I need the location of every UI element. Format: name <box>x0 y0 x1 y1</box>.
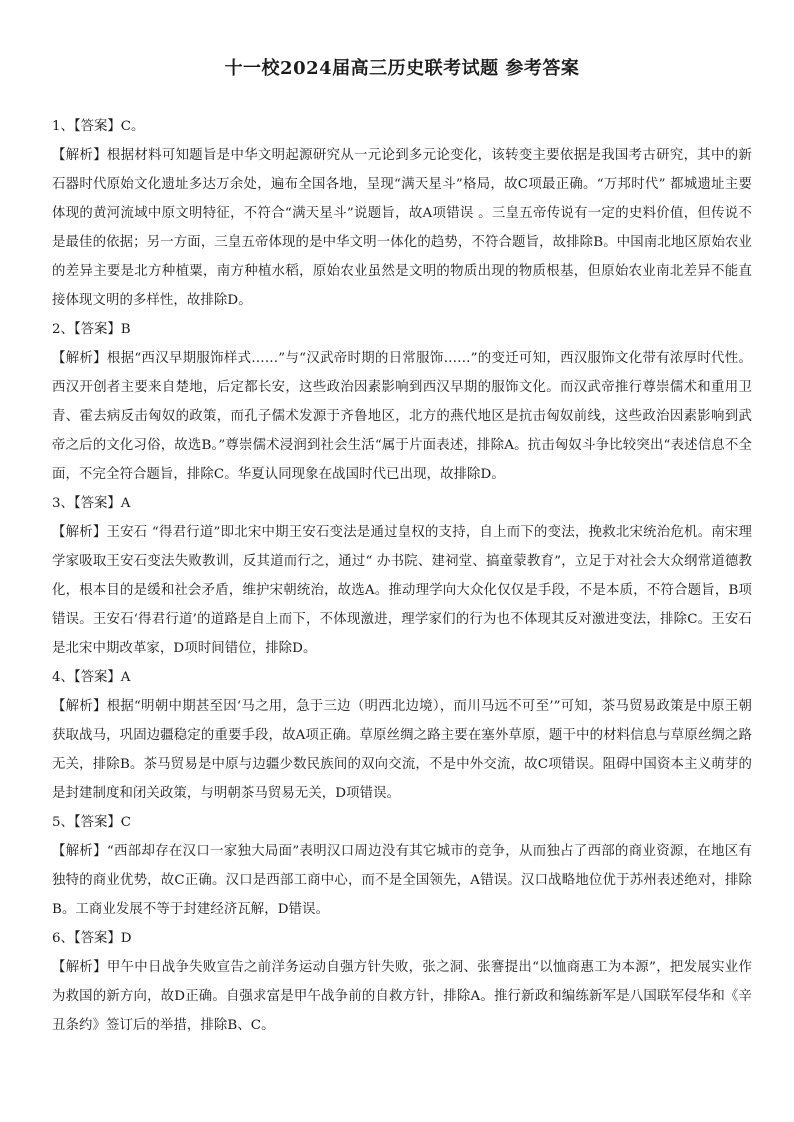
question-6 <box>52 924 752 1040</box>
question-1 <box>52 112 752 315</box>
document-title: 十一校2024届高三历史联考试题 参考答案 <box>224 58 580 79</box>
analysis-text: 【解析】王安石 “得君行道”即北宋中期王安石变法是通过皇权的支持，自上而下的变法，挽救北宋统治危机。南宋理学家吸取王安石变法失败教训，反其道而行之，通过“ 办书院、建祠堂、搞童蒙教育”，立足于对社会大众纲常道德教化，根本目的是缓和社会矛盾，维护宋朝统治，故选A。推动理学向大众化仅仅是手段，不是本质，不符合题旨，B项错误。王安石‘得君行道’的道路是自上而下，不体现激进，理学家们的行为也不体现其反对激进变法，排除C。王安石是北宋中期改革家，D项时间错位，排除D。 <box>52 525 752 656</box>
answer-line: 1、【答案】C。 <box>52 119 145 134</box>
answer-line: 2、【答案】B <box>52 322 131 337</box>
analysis-text: 【解析】甲午中日战争失败宣告之前洋务运动自强方针失败，张之洞、张謇提出“以恤商惠工为本源”，把发展实业作为救国的新方向，故D正确。自强求富是甲午战争前的自救方针，排除A。推行新政和编练新军是八国联军侵华和《辛丑条约》签订后的举措，排除B、C。 <box>52 960 752 1033</box>
answer-line: 4、【答案】A <box>52 670 131 685</box>
question-5 <box>52 808 752 924</box>
analysis-text: 【解析】根据“西汉早期服饰样式……”与“汉武帝时期的日常服饰……”的变迁可知，西汉服饰文化带有浓厚时代性。西汉开创者主要来自楚地，后定都长安，这些政治因素影响到西汉早期的服饰文化。而汉武帝推行尊崇儒术和重用卫青、霍去病反击匈奴的政策，而孔子儒术发源于齐鲁地区，北方的燕代地区是抗击匈奴前线，这些政治因素影响到武帝之后的文化习俗，故选B。”尊崇儒术浸润到社会生活“属于片面表述，排除A。抗击匈奴斗争比较突出“表述信息不全面，不完全符合题旨，排除C。华夏认同现象在战国时代已出现，故排除D。 <box>52 351 752 482</box>
question-4 <box>52 663 752 808</box>
question-2 <box>52 315 752 489</box>
analysis-text: 【解析】根据材料可知题旨是中华文明起源研究从一元论到多元论变化，该转变主要依据是我国考古研究，其中的新石器时代原始文化遗址多达万余处，遍布全国各地，呈现“满天星斗”格局，故C项最正确。“万邦时代” 都城遗址主要体现的黄河流域中原文明特征，不符合“满天星斗”说题旨，故A项错误 。三皇五帝传说有一定的史料价值，但传说不是最佳的依据；另一方面，三皇五帝体现的是中华文明一体化的趋势，不符合题旨，故排除B。中国南北地区原始农业的差异主要是北方种植粟，南方种植水稻，原始农业虽然是文明的物质出现的物质根基，但原始农业南北差异不能直接体现文明的多样性，故排除D。 <box>52 148 752 308</box>
answer-line: 6、【答案】D <box>52 931 132 946</box>
answer-line: 5、【答案】C <box>52 815 132 830</box>
answer-line: 3、【答案】A <box>52 496 131 511</box>
question-3 <box>52 489 752 663</box>
analysis-text: 【解析】“西部却存在汉口一家独大局面”表明汉口周边没有其它城市的竞争，从而独占了西部的商业资源，在地区有独特的商业优势，故C正确。汉口是西部工商中心，而不是全国领先，A错误。汉口战略地位优于苏州表述绝对，排除B。工商业发展不等于封建经济瓦解，D错误。 <box>52 844 752 917</box>
analysis-text: 【解析】根据“明朝中期甚至因‘马之用，急于三边（明西北边境），而川马远不可至’”可知，茶马贸易政策是中原王朝获取战马，巩固边疆稳定的重要手段，故A项正确。草原丝绸之路主要在塞外草原，题干中的材料信息与草原丝绸之路无关，排除B。茶马贸易是中原与边疆少数民族间的双向交流，不是中外交流，故C项错误。阻碍中国资本主义萌芽的是封建制度和闭关政策，与明朝茶马贸易无关，D项错误。 <box>52 699 752 801</box>
